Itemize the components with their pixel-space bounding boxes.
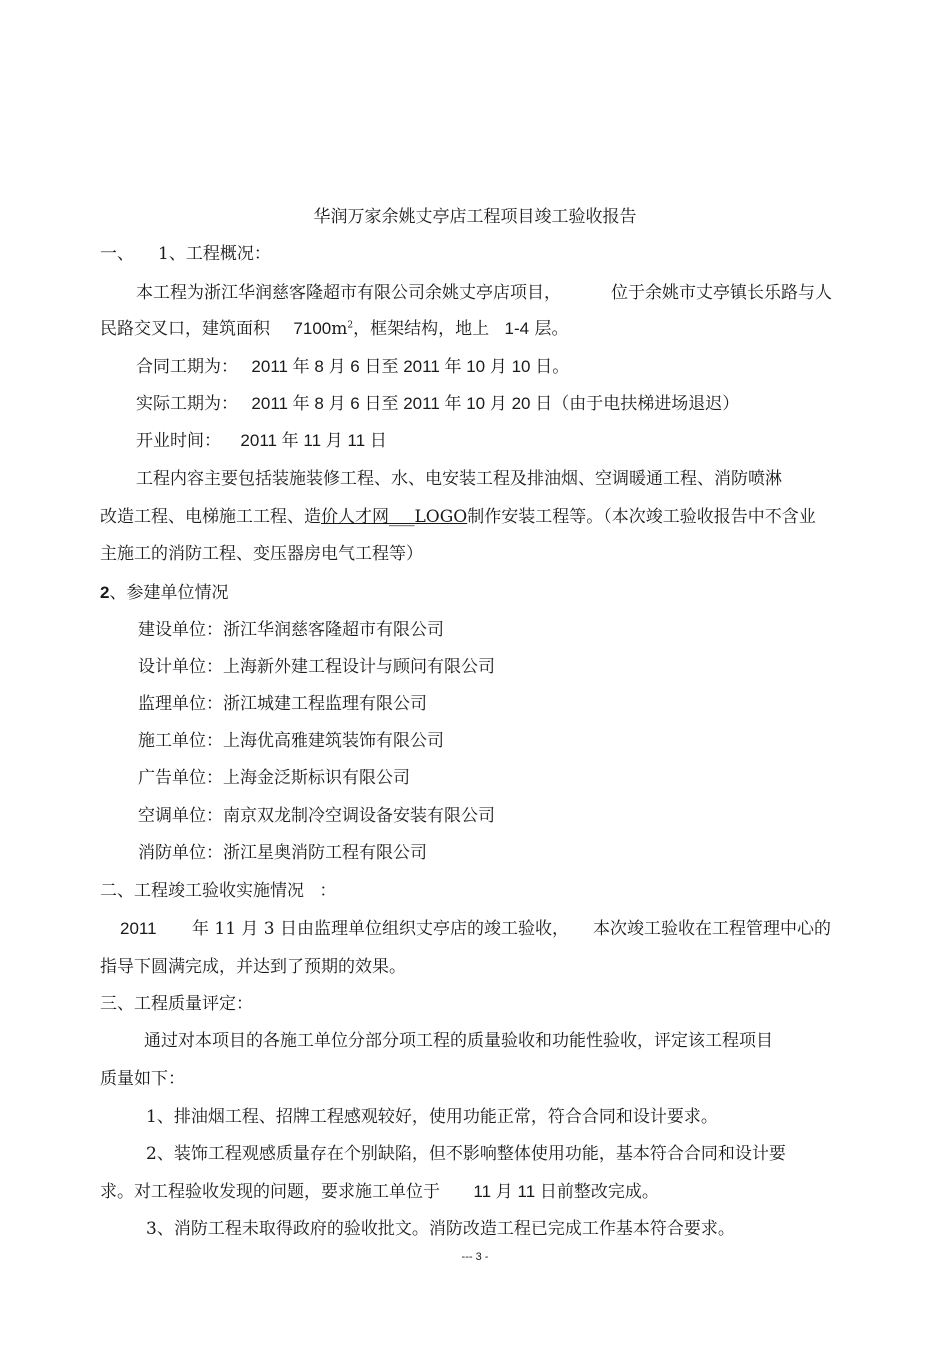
quality-item-2-line2: [100, 1181, 659, 1203]
area-unit: m: [331, 319, 348, 339]
actual-label: 实际工期为：: [136, 394, 238, 414]
scope-paragraph-line1: 工程内容主要包括装施装修工程、水、电安装工程及排油烟、空调暖通工程、消防喷淋: [136, 469, 782, 489]
scope-text-a: 改造工程、电梯施工工程、造: [100, 507, 321, 527]
acceptance-paragraph-line2: 指导下圆满完成，并达到了预期的效果。: [100, 957, 406, 977]
unit-label: 消防单位：: [138, 843, 223, 863]
overview-text-b: ，框架结构，地上: [353, 319, 490, 339]
scope-underlined-link: 价人才网___LOGO: [321, 507, 468, 527]
page-number: --- 3 -: [461, 1251, 489, 1263]
section4-heading: 三、工程质量评定：: [100, 994, 253, 1014]
section2-heading: [100, 582, 228, 604]
quality-intro-line1: 通过对本项目的各施工单位分部分项工程的质量验收和功能性验收，评定该工程项目: [144, 1031, 773, 1051]
quality-item-2-text-b: 11 月 11 日前整改完成。: [473, 1182, 659, 1201]
unit-row-6: [138, 842, 427, 864]
scope-paragraph-line3: 主施工的消防工程、变压器房电气工程等）: [100, 544, 423, 564]
acceptance-text-a: 年 11 月 3 日由监理单位组织丈亭店的竣工验收，: [191, 919, 570, 939]
quality-intro-line2: 质量如下：: [100, 1069, 185, 1089]
unit-label: 监理单位：: [138, 694, 223, 714]
unit-row-2: [138, 693, 427, 715]
area-sup: 2: [347, 320, 354, 331]
unit-row-0: [138, 619, 444, 641]
section3-title: 二、工程竣工验收实施情况: [100, 881, 304, 901]
quality-item-2-line1: 2、装饰工程观感质量存在个别缺陷，但不影响整体使用功能，基本符合合同和设计要: [146, 1144, 786, 1164]
actual-period: [136, 393, 739, 415]
section3-colon: ：: [319, 881, 337, 901]
overview-text-a: 民路交叉口，建筑面积: [100, 319, 270, 339]
quality-item-1: 1、排油烟工程、招牌工程感观较好，使用功能正常，符合合同和设计要求。: [146, 1107, 718, 1127]
unit-label: 广告单位：: [138, 768, 223, 788]
unit-value: 浙江城建工程监理有限公司: [223, 694, 427, 714]
unit-row-4: [138, 767, 410, 789]
unit-row-5: [138, 805, 495, 827]
actual-value: 2011 年 8 月 6 日至 2011 年 10 月 20 日（由于电扶梯进场退迟）: [251, 394, 740, 413]
section2-title: 、参建单位情况: [109, 583, 229, 603]
unit-row-3: [138, 730, 444, 752]
acceptance-paragraph-line1b: 本次竣工验收在工程管理中心的: [593, 919, 831, 939]
opening-time: [136, 430, 387, 452]
unit-label: 建设单位：: [138, 620, 223, 640]
contract-value: 2011 年 8 月 6 日至 2011 年 10 月 10 日。: [251, 357, 570, 376]
overview-paragraph-line1b: 位于余姚市丈亭镇长乐路与人: [611, 283, 832, 303]
section3-heading: [100, 880, 336, 902]
unit-value: 浙江华润慈客隆超市有限公司: [223, 620, 444, 640]
unit-value: 南京双龙制冷空调设备安装有限公司: [223, 806, 495, 826]
quality-item-2-text-a: 求。对工程验收发现的问题，要求施工单位于: [100, 1182, 440, 1202]
unit-label: 设计单位：: [138, 657, 223, 677]
section1-heading: 1、工程概况：: [158, 244, 271, 264]
acceptance-paragraph-line1a: [120, 918, 569, 940]
scope-paragraph-line2: [100, 506, 816, 528]
contract-label: 合同工期为：: [136, 357, 238, 377]
section2-number: 2: [100, 583, 110, 602]
unit-value: 浙江星奥消防工程有限公司: [223, 843, 427, 863]
unit-row-1: [138, 656, 495, 678]
unit-label: 空调单位：: [138, 806, 223, 826]
floors-value: 1-4: [504, 319, 530, 338]
open-value: 2011 年 11 月 11 日: [240, 431, 387, 450]
overview-paragraph-line2: [100, 318, 568, 340]
scope-text-b: 制作安装工程等。（本次竣工验收报告中不含业: [467, 507, 816, 527]
quality-item-3: 3、消防工程未取得政府的验收批文。消防改造工程已完成工作基本符合要求。: [146, 1219, 735, 1239]
area-value: 7100: [293, 319, 332, 338]
section1-marker: 一、: [100, 244, 134, 264]
open-label: 开业时间：: [136, 431, 221, 451]
unit-label: 施工单位：: [138, 731, 223, 751]
acceptance-year: 2011: [120, 919, 157, 938]
overview-paragraph-line1a: 本工程为浙江华润慈客隆超市有限公司余姚丈亭店项目，: [136, 283, 561, 303]
unit-value: 上海新外建工程设计与顾问有限公司: [223, 657, 495, 677]
contract-period: [136, 356, 569, 378]
floors-unit: 层。: [534, 319, 569, 339]
document-title: 华润万家余姚丈亭店工程项目竣工验收报告: [313, 207, 637, 227]
unit-value: 上海金泛斯标识有限公司: [223, 768, 410, 788]
unit-value: 上海优高雅建筑装饰有限公司: [223, 731, 444, 751]
